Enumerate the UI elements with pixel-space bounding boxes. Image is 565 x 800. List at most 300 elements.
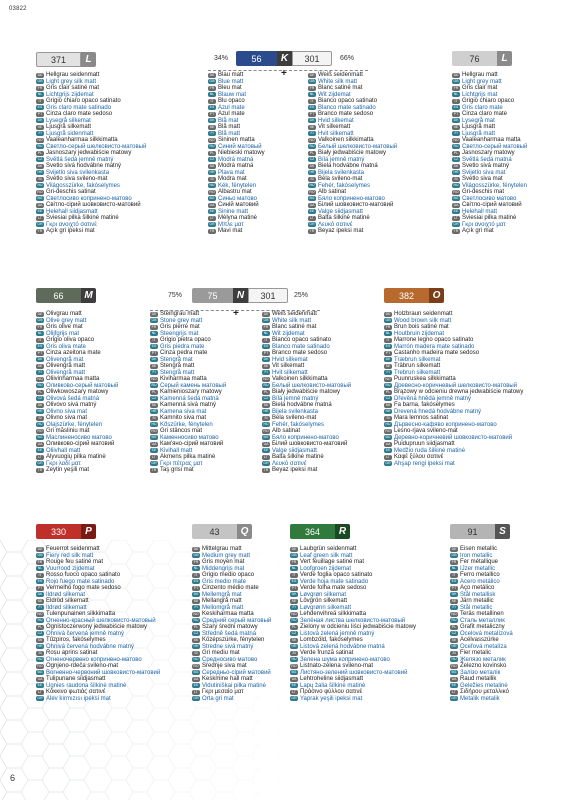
- language-code-badge: CZ: [451, 631, 457, 636]
- language-code-badge: SE: [37, 598, 43, 603]
- language-code-badge: NL: [291, 566, 297, 571]
- color-name-text: Açık gri mat: [462, 228, 494, 234]
- language-code-badge: UA: [151, 441, 157, 446]
- color-name-text: Stengrå matt: [160, 363, 195, 369]
- chip-number: 43: [192, 524, 237, 539]
- color-name-text: Κόκκινο φωτιάς σατινέ: [46, 689, 106, 695]
- language-code-badge: IT: [150, 338, 158, 343]
- language-code-badge: BG: [385, 435, 391, 440]
- language-code-badge: GR: [37, 222, 43, 227]
- color-name-text: Ljusgrå silkematt: [46, 124, 92, 130]
- color-name-text: Oliivhall matt: [46, 447, 81, 454]
- language-code-badge: EE: [209, 209, 215, 214]
- color-name-text: Raud metallik: [460, 676, 497, 682]
- language-code-badge: SK: [309, 163, 315, 168]
- language-code-badge: NO: [37, 376, 43, 381]
- color-name-text: Світло-сірий матовий: [462, 202, 522, 208]
- language-code-badge: SE: [263, 363, 269, 368]
- language-code-badge: PT: [453, 111, 459, 116]
- color-name-text: Stengrå mat: [160, 356, 193, 363]
- color-name-text: Сталь металлик: [460, 617, 505, 624]
- color-name-text: Weiß seidenmatt: [272, 311, 317, 317]
- color-name-text: Vit silkematt: [272, 363, 305, 369]
- language-code-badge: HU: [453, 183, 459, 188]
- language-code-badge: SI: [36, 651, 44, 656]
- language-code-badge: TR: [309, 228, 315, 233]
- color-name-item: [262, 467, 351, 474]
- language-code-badge: HU: [309, 183, 315, 188]
- color-chip-364: [290, 524, 350, 539]
- color-name-text: Lesno-rjava svileno-mat: [394, 428, 458, 434]
- language-code-badge: SE: [385, 363, 391, 368]
- chip-number: 76: [452, 51, 497, 66]
- color-name-text: Светлосиво матово: [462, 195, 517, 202]
- language-code-badge: DE: [37, 546, 43, 551]
- language-code-badge: NL: [37, 331, 43, 336]
- language-code-badge: UA: [37, 676, 43, 681]
- color-name-text: Világosszürke, fénytelen: [462, 182, 527, 189]
- language-code-badge: RU: [453, 144, 459, 149]
- color-name-text: Olajszürke, fénytelen: [46, 421, 103, 428]
- name-list-91: [450, 546, 513, 702]
- language-code-badge: IT: [36, 573, 44, 578]
- color-name-text: Hvit silkematt: [318, 130, 354, 137]
- color-name-text: Blau matt: [218, 72, 244, 78]
- language-code-badge: RO: [151, 428, 157, 433]
- color-name-item: [36, 228, 146, 235]
- language-code-badge: ES: [151, 344, 157, 349]
- color-chip-330: [36, 524, 96, 539]
- color-name-text: Stredne sivá matný: [202, 643, 254, 650]
- color-name-text: Cinzento médio mate: [202, 585, 259, 591]
- color-name-text: Srednje siva mat: [202, 663, 247, 669]
- color-name-text: Mara lemnos satinat: [394, 415, 449, 421]
- language-code-badge: NL: [453, 92, 459, 97]
- color-name-item: [208, 228, 265, 235]
- language-code-badge: HR: [37, 170, 43, 175]
- color-name-text: White silk matt: [272, 317, 312, 324]
- color-name-text: Valkoinen silkkimatta: [318, 137, 374, 143]
- language-code-badge: BG: [451, 670, 457, 675]
- language-code-badge: GB: [193, 553, 199, 558]
- language-code-badge: CZ: [309, 157, 315, 162]
- name-list-76: [452, 72, 527, 235]
- language-code-badge: GB: [37, 553, 43, 558]
- color-name-text: Olivno siva mat: [46, 415, 88, 421]
- language-code-badge: UA: [263, 441, 269, 446]
- color-name-text: Castanho madeira mate sedoso: [394, 350, 480, 356]
- chip-letter: O: [429, 288, 444, 303]
- language-code-badge: ES: [37, 579, 43, 584]
- color-name-text: Brun bois satiné mat: [394, 324, 449, 330]
- color-name-text: Hvid silkemat: [318, 117, 354, 124]
- language-code-badge: UA: [209, 202, 215, 207]
- color-name-text: Šviesiai pilka šilkinė matinė: [46, 215, 119, 221]
- language-code-badge: FR: [385, 324, 391, 329]
- language-code-badge: GB: [309, 79, 315, 84]
- language-code-badge: FI: [384, 370, 392, 375]
- color-name-text: Kivihall matt: [160, 447, 193, 454]
- color-name-text: Rouge feu satiné mat: [46, 559, 104, 565]
- language-code-badge: NO: [385, 376, 391, 381]
- name-list-56: [208, 72, 265, 235]
- color-name-text: Fiery red silk matt: [46, 552, 94, 559]
- color-name-text: Světlá šedá jemně matný: [46, 156, 114, 163]
- color-name-text: Keskiharmaa matta: [202, 611, 254, 617]
- language-code-badge: EE: [309, 209, 315, 214]
- language-code-badge: UA: [309, 202, 315, 207]
- language-code-badge: CZ: [37, 631, 43, 636]
- color-name-text: Alb satinat: [272, 428, 301, 434]
- color-name-text: Bela svileno-mat: [272, 415, 317, 421]
- language-code-badge: SI: [192, 651, 200, 656]
- language-code-badge: EE: [193, 683, 199, 688]
- color-name-text: Lysegrå mat: [462, 117, 495, 124]
- language-code-badge: DK: [291, 592, 297, 597]
- language-code-badge: GB: [385, 318, 391, 323]
- color-name-text: Hvit silkematt: [272, 369, 308, 376]
- language-code-badge: TR: [209, 228, 215, 233]
- color-name-text: Kamenná šedá matná: [160, 395, 219, 402]
- language-code-badge: GR: [151, 461, 157, 466]
- color-name-text: Puidupruun siidjasmatt: [394, 441, 455, 447]
- language-code-badge: EE: [151, 448, 157, 453]
- language-code-badge: BG: [193, 670, 199, 675]
- language-code-badge: SE: [451, 598, 457, 603]
- color-name-text: Aço metálico: [460, 585, 495, 591]
- language-code-badge: FI: [150, 370, 158, 375]
- language-code-badge: HR: [309, 170, 315, 175]
- language-code-badge: PT: [209, 111, 215, 116]
- language-code-badge: RO: [263, 428, 269, 433]
- language-code-badge: PT: [309, 111, 315, 116]
- language-code-badge: BG: [37, 196, 43, 201]
- language-code-badge: DE: [309, 72, 315, 77]
- language-code-badge: SI: [290, 651, 298, 656]
- chip-letter: R: [335, 524, 350, 539]
- color-name-text: Бяло копринено-матово: [272, 434, 339, 441]
- language-code-badge: SE: [309, 124, 315, 129]
- language-code-badge: RU: [37, 383, 43, 388]
- chip-number: 56: [236, 51, 277, 66]
- color-name-text: Ognistoczerwony jedwabiście matowy: [46, 624, 148, 630]
- color-name-text: Mellangrå matt: [202, 598, 242, 604]
- language-code-badge: IT: [192, 573, 200, 578]
- language-code-badge: NO: [37, 137, 43, 142]
- language-code-badge: HR: [291, 644, 297, 649]
- language-code-badge: DK: [151, 357, 157, 362]
- color-name-text: Weiß seidenmatt: [318, 72, 363, 78]
- language-code-badge: TR: [37, 228, 43, 233]
- color-name-text: Medium grey matt: [202, 552, 251, 559]
- color-name-text: Mėlyna matinė: [218, 215, 258, 221]
- color-name-text: Sininen matta: [218, 137, 255, 143]
- language-code-badge: RO: [291, 663, 297, 668]
- language-code-badge: RO: [453, 189, 459, 194]
- language-code-badge: PL: [151, 389, 157, 394]
- color-name-text: Světlá šedá matná: [462, 156, 512, 163]
- language-code-badge: DK: [209, 118, 215, 123]
- language-code-badge: GB: [453, 79, 459, 84]
- color-name-text: Листяно-зелений шовковисто-матовий: [300, 669, 408, 676]
- color-name-text: Kék, fénytelen: [218, 182, 257, 189]
- language-code-badge: LT: [150, 455, 158, 460]
- language-code-badge: RO: [193, 663, 199, 668]
- color-name-text: Middengrijs mat: [202, 565, 245, 572]
- language-code-badge: EE: [37, 448, 43, 453]
- color-name-text: Γκρι πέτρας ματ: [160, 460, 203, 467]
- color-name-text: Løvgrønn silkematt: [300, 604, 352, 611]
- language-code-badge: EE: [263, 448, 269, 453]
- language-code-badge: GR: [451, 696, 457, 701]
- language-code-badge: DE: [193, 546, 199, 551]
- color-name-item: [450, 696, 513, 703]
- language-code-badge: HU: [37, 657, 43, 662]
- chip-letter: S: [495, 524, 510, 539]
- color-name-text: Vidutiniškai pilka matinė: [202, 682, 266, 689]
- color-name-text: Branco mate sedoso: [318, 111, 374, 117]
- language-code-badge: LT: [384, 455, 392, 460]
- color-name-text: Gri măsliniu mat: [46, 428, 90, 434]
- language-code-badge: ES: [385, 344, 391, 349]
- color-name-text: Alb satinat: [318, 189, 347, 195]
- color-name-text: Оливково-серый матовый: [46, 382, 119, 389]
- color-name-text: Середньо-сірий матовий: [202, 669, 271, 676]
- color-name-text: Szary średni matowy: [202, 624, 258, 630]
- language-code-badge: RO: [37, 428, 43, 433]
- color-name-text: Вогненно-червоний шовковисто-матовий: [46, 669, 161, 676]
- color-name-text: Ohnivá červená hodvábne matný: [46, 643, 135, 650]
- color-name-text: Stål metallisk: [460, 591, 496, 598]
- language-code-badge: PT: [37, 585, 43, 590]
- color-name-text: Tulipunane siidjasmatt: [46, 676, 106, 682]
- color-name-text: Светло-серый шелковисто-матовый: [46, 143, 147, 150]
- language-code-badge: EE: [453, 209, 459, 214]
- chip-letter: L: [497, 51, 512, 66]
- language-code-badge: HU: [385, 422, 391, 427]
- color-name-item: [290, 696, 416, 703]
- color-name-text: Ahşap rengi ipeksi mat: [394, 460, 455, 467]
- color-name-text: Белый шелковисто-матовый: [272, 382, 352, 389]
- language-code-badge: NO: [209, 137, 215, 142]
- color-name-text: Bílá jemně matný: [318, 156, 365, 163]
- language-code-badge: CZ: [37, 157, 43, 162]
- color-name-text: Lehdenvihreä silkkimatta: [300, 611, 367, 617]
- language-code-badge: PL: [37, 624, 43, 629]
- color-name-text: Fehér, fakóselymes: [272, 421, 325, 428]
- language-code-badge: FR: [37, 559, 43, 564]
- color-name-text: Açık gri ipeksi mat: [46, 228, 95, 234]
- color-name-text: Γκρι ανοιχτό σατινέ: [46, 221, 97, 228]
- language-code-badge: GB: [451, 553, 457, 558]
- name-list-371: [36, 72, 146, 235]
- color-name-text: Grafit metaliczny: [460, 624, 505, 630]
- plus-icon: +: [233, 308, 239, 319]
- color-name-text: White silk matt: [318, 78, 358, 85]
- language-code-badge: PL: [37, 150, 43, 155]
- language-code-badge: LT: [450, 690, 458, 695]
- language-code-badge: TR: [263, 467, 269, 472]
- language-code-badge: SK: [263, 402, 269, 407]
- language-code-badge: BG: [37, 435, 43, 440]
- language-code-badge: UA: [453, 202, 459, 207]
- language-code-badge: CZ: [193, 631, 199, 636]
- language-code-badge: HU: [451, 657, 457, 662]
- color-name-text: Fer métallique: [460, 559, 499, 565]
- color-name-text: Iron metallic: [460, 552, 493, 559]
- color-name-text: Középszürke, fénytelen: [202, 637, 265, 643]
- color-name-text: Средний серый матовый: [202, 617, 272, 624]
- color-name-text: Gris piedra mate: [160, 343, 205, 350]
- mix-percent-left: 75%: [168, 292, 183, 299]
- color-name-text: Vit silkematt: [318, 124, 351, 130]
- color-name-text: Geležies metalinė: [460, 682, 508, 689]
- color-name-text: Бяло копринено-матово: [318, 195, 385, 202]
- color-name-text: Akmens pilka matinė: [160, 454, 216, 460]
- language-code-badge: DK: [385, 357, 391, 362]
- language-code-badge: IT: [36, 99, 44, 104]
- color-name-item: [452, 228, 527, 235]
- color-name-text: Μπλε ματ: [218, 221, 244, 228]
- color-name-text: Cinza claro mate sedoso: [46, 111, 113, 117]
- language-code-badge: HU: [209, 183, 215, 188]
- language-code-badge: EE: [291, 683, 297, 688]
- color-name-text: Gris olive mat: [46, 324, 83, 330]
- color-name-item: [308, 228, 397, 235]
- language-code-badge: FR: [263, 324, 269, 329]
- color-name-text: Svetlo sivá matný: [462, 163, 510, 169]
- color-name-text: Cinza claro mate: [462, 111, 508, 117]
- language-code-badge: BG: [291, 670, 297, 675]
- language-code-badge: IT: [384, 338, 392, 343]
- color-name-text: Svetlo siva mat: [462, 176, 503, 182]
- chip-number: 91: [450, 524, 495, 539]
- language-code-badge: SI: [450, 651, 458, 656]
- color-name-text: Cinza pedra mate: [160, 350, 208, 356]
- color-name-text: Olijfgrijs mat: [46, 330, 80, 337]
- language-code-badge: GR: [309, 222, 315, 227]
- language-code-badge: NO: [451, 611, 457, 616]
- color-chip-76: [452, 51, 512, 66]
- language-code-badge: HR: [151, 409, 157, 414]
- language-code-badge: GB: [37, 318, 43, 323]
- color-name-text: Holzbraun seidenmatt: [394, 311, 453, 317]
- language-code-badge: LT: [290, 690, 298, 695]
- color-name-text: Grigio medio opaco: [202, 572, 255, 578]
- color-name-text: Világosszürke, fakóselymes: [46, 182, 120, 189]
- color-name-text: Helehall siidjasmatt: [46, 208, 98, 215]
- color-name-text: Teräs metallinen: [460, 611, 504, 617]
- color-name-text: Wood brown silk matt: [394, 317, 452, 324]
- language-code-badge: FR: [451, 559, 457, 564]
- color-name-text: Steengrijs mat: [160, 330, 199, 337]
- name-list-364: [290, 546, 416, 702]
- name-list-382: [384, 311, 523, 467]
- language-code-badge: LT: [262, 455, 270, 460]
- language-code-badge: SK: [385, 402, 391, 407]
- color-chip-91: [450, 524, 510, 539]
- color-name-text: Olivno siva mat: [46, 408, 88, 415]
- language-code-badge: DE: [291, 546, 297, 551]
- color-name-text: Светлосиво копринено-матово: [46, 195, 132, 202]
- color-name-text: Bianco opaco satinato: [272, 337, 332, 343]
- color-name-text: Sinine matt: [218, 208, 249, 215]
- language-code-badge: PT: [37, 111, 43, 116]
- language-code-badge: GR: [209, 222, 215, 227]
- color-name-text: Rojo fuego mate satinado: [46, 578, 115, 585]
- language-code-badge: SI: [452, 177, 460, 182]
- color-name-text: Bela svileno-mat: [318, 176, 363, 182]
- color-name-text: Svetlo siva svileno-mat: [46, 176, 108, 182]
- language-code-badge: HR: [209, 170, 215, 175]
- color-name-text: Маслиненосиво матово: [46, 434, 112, 441]
- color-name-text: Bijela svilenkasta: [318, 169, 365, 176]
- color-name-text: Steingrau matt: [160, 311, 200, 317]
- language-code-badge: RU: [37, 144, 43, 149]
- language-code-badge: DK: [193, 592, 199, 597]
- color-name-text: Metalik metalik: [460, 695, 500, 702]
- language-code-badge: BG: [151, 435, 157, 440]
- language-code-badge: SK: [193, 637, 199, 642]
- color-name-text: Olive grey matt: [46, 317, 87, 324]
- language-code-badge: PL: [451, 624, 457, 629]
- language-code-badge: NL: [451, 566, 457, 571]
- color-name-text: Kamienioszary matowy: [160, 389, 222, 395]
- color-name-text: Bleu mat: [218, 85, 242, 91]
- color-name-text: Stone grey matt: [160, 317, 203, 324]
- color-chip-301: [248, 288, 288, 303]
- color-name-text: Lapų žalia šilkinė matinė: [300, 682, 366, 689]
- color-chip-66: [36, 288, 96, 303]
- color-name-text: Orta gri mat: [202, 695, 234, 702]
- color-name-text: Valge siidjasmatt: [318, 208, 363, 215]
- mix-percent-right: 25%: [294, 292, 309, 299]
- color-name-text: Gri mediu mat: [202, 650, 240, 656]
- color-name-text: Lysegrå silkemat: [46, 117, 91, 124]
- color-name-text: Beyaz ipeksi mat: [272, 467, 318, 473]
- language-code-badge: PT: [291, 585, 297, 590]
- color-name-text: Γκρι μεσαίο ματ: [202, 689, 244, 695]
- language-code-badge: GB: [291, 553, 297, 558]
- color-name-text: Залізо металік: [460, 669, 501, 676]
- language-code-badge: RU: [291, 618, 297, 623]
- language-code-badge: RU: [309, 144, 315, 149]
- language-code-badge: FR: [209, 85, 215, 90]
- color-name-text: Каменносиво матово: [160, 434, 219, 441]
- language-code-badge: FI: [308, 131, 316, 136]
- language-code-badge: LT: [36, 216, 44, 221]
- language-code-badge: ES: [309, 105, 315, 110]
- language-code-badge: UA: [37, 441, 43, 446]
- color-name-text: Γκρι λαδί ματ: [46, 460, 81, 467]
- color-name-text: Listnato-zelena svileno-mat: [300, 663, 374, 669]
- color-name-text: Gris clair mat: [462, 85, 498, 91]
- color-name-text: Ildrød silkematt: [46, 604, 87, 611]
- language-code-badge: UA: [37, 202, 43, 207]
- language-code-badge: FI: [36, 370, 44, 375]
- language-code-badge: SE: [37, 363, 43, 368]
- language-code-badge: HR: [453, 170, 459, 175]
- color-name-text: Gris moyen mat: [202, 559, 245, 565]
- color-chip-43: [192, 524, 252, 539]
- chip-letter: K: [277, 51, 292, 66]
- language-code-badge: GR: [37, 696, 43, 701]
- language-code-badge: HR: [451, 644, 457, 649]
- language-code-badge: HR: [263, 409, 269, 414]
- color-name-text: Středně šedá matná: [202, 630, 257, 637]
- language-code-badge: BG: [209, 196, 215, 201]
- color-name-text: Verde folha mate sedoso: [300, 585, 367, 591]
